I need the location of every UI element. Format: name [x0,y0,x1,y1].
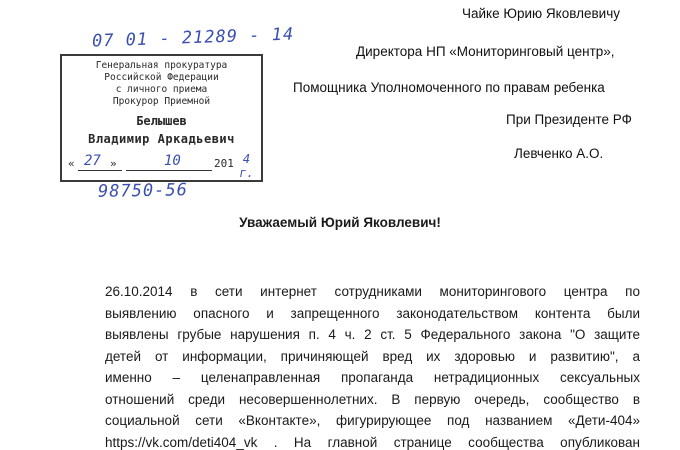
stamp-surname: Белышев [136,114,187,128]
body-line-url: https://vk.com/deti404_vk . На главной странице сообщества опубликован [105,434,640,450]
body-line: выявлению опасного и запрещенного законодательством контента были [105,305,640,321]
greeting: Уважаемый Юрий Яковлевич! [239,215,441,230]
stamp-quote-close: » [110,157,117,170]
body-line: 26.10.2014 в сети интернет сотрудниками мониторингового центра по [105,284,640,299]
addressee-line-2: Директора НП «Мониторинговый центр», [356,44,615,59]
stamp-line-4: Прокурор Приемной [112,96,211,107]
body-line: именно – целенаправленная пропаганда нетрадиционных сексуальных [105,370,640,385]
body-line: отношений среди несовершеннолетних. В первую очередь, сообщество в [105,391,640,407]
addressee-line-3: Помощника Уполномоченного по правам ребенка [293,80,605,95]
body-line: детей от информации, причиняющей вред их здоровью и развитию", а [105,348,640,364]
stamp-line-3: с личного приема [115,84,208,95]
incoming-number-handwritten: 98750-56 [97,180,189,202]
addressee-line-1: Чайке Юрию Яковлевичу [462,6,620,21]
reception-stamp [60,54,263,182]
stamp-line-1: Генеральная прокуратура [95,60,228,71]
stamp-month-underline [126,170,212,171]
stamp-full-name: Владимир Аркадьевич [88,132,235,146]
stamp-day-handwritten: 27 [84,153,101,169]
stamp-line-2: Российской Федерации [104,72,219,83]
body-line: выявлены грубые нарушения п. 4 ч. 2 ст. 5 Федерального закона "О защите [105,327,640,342]
addressee-line-4: При Президенте РФ [506,112,632,127]
body-line: социальной сети «Вконтакте», фигурирующее под названием «Дети-404» [105,413,640,428]
stamp-quote-open: « [68,157,75,170]
stamp-year-suffix-handwritten: 4 г. [239,152,254,180]
registration-number-handwritten: 07 01 - 21289 - 14 [91,24,295,52]
stamp-date-row [68,152,255,180]
letter-body [105,281,640,450]
stamp-month-handwritten: 10 [164,153,181,169]
stamp-day-underline [78,170,122,171]
addressee-line-5: Левченко А.О. [514,146,604,161]
stamp-year-prefix: 201 [214,157,234,170]
